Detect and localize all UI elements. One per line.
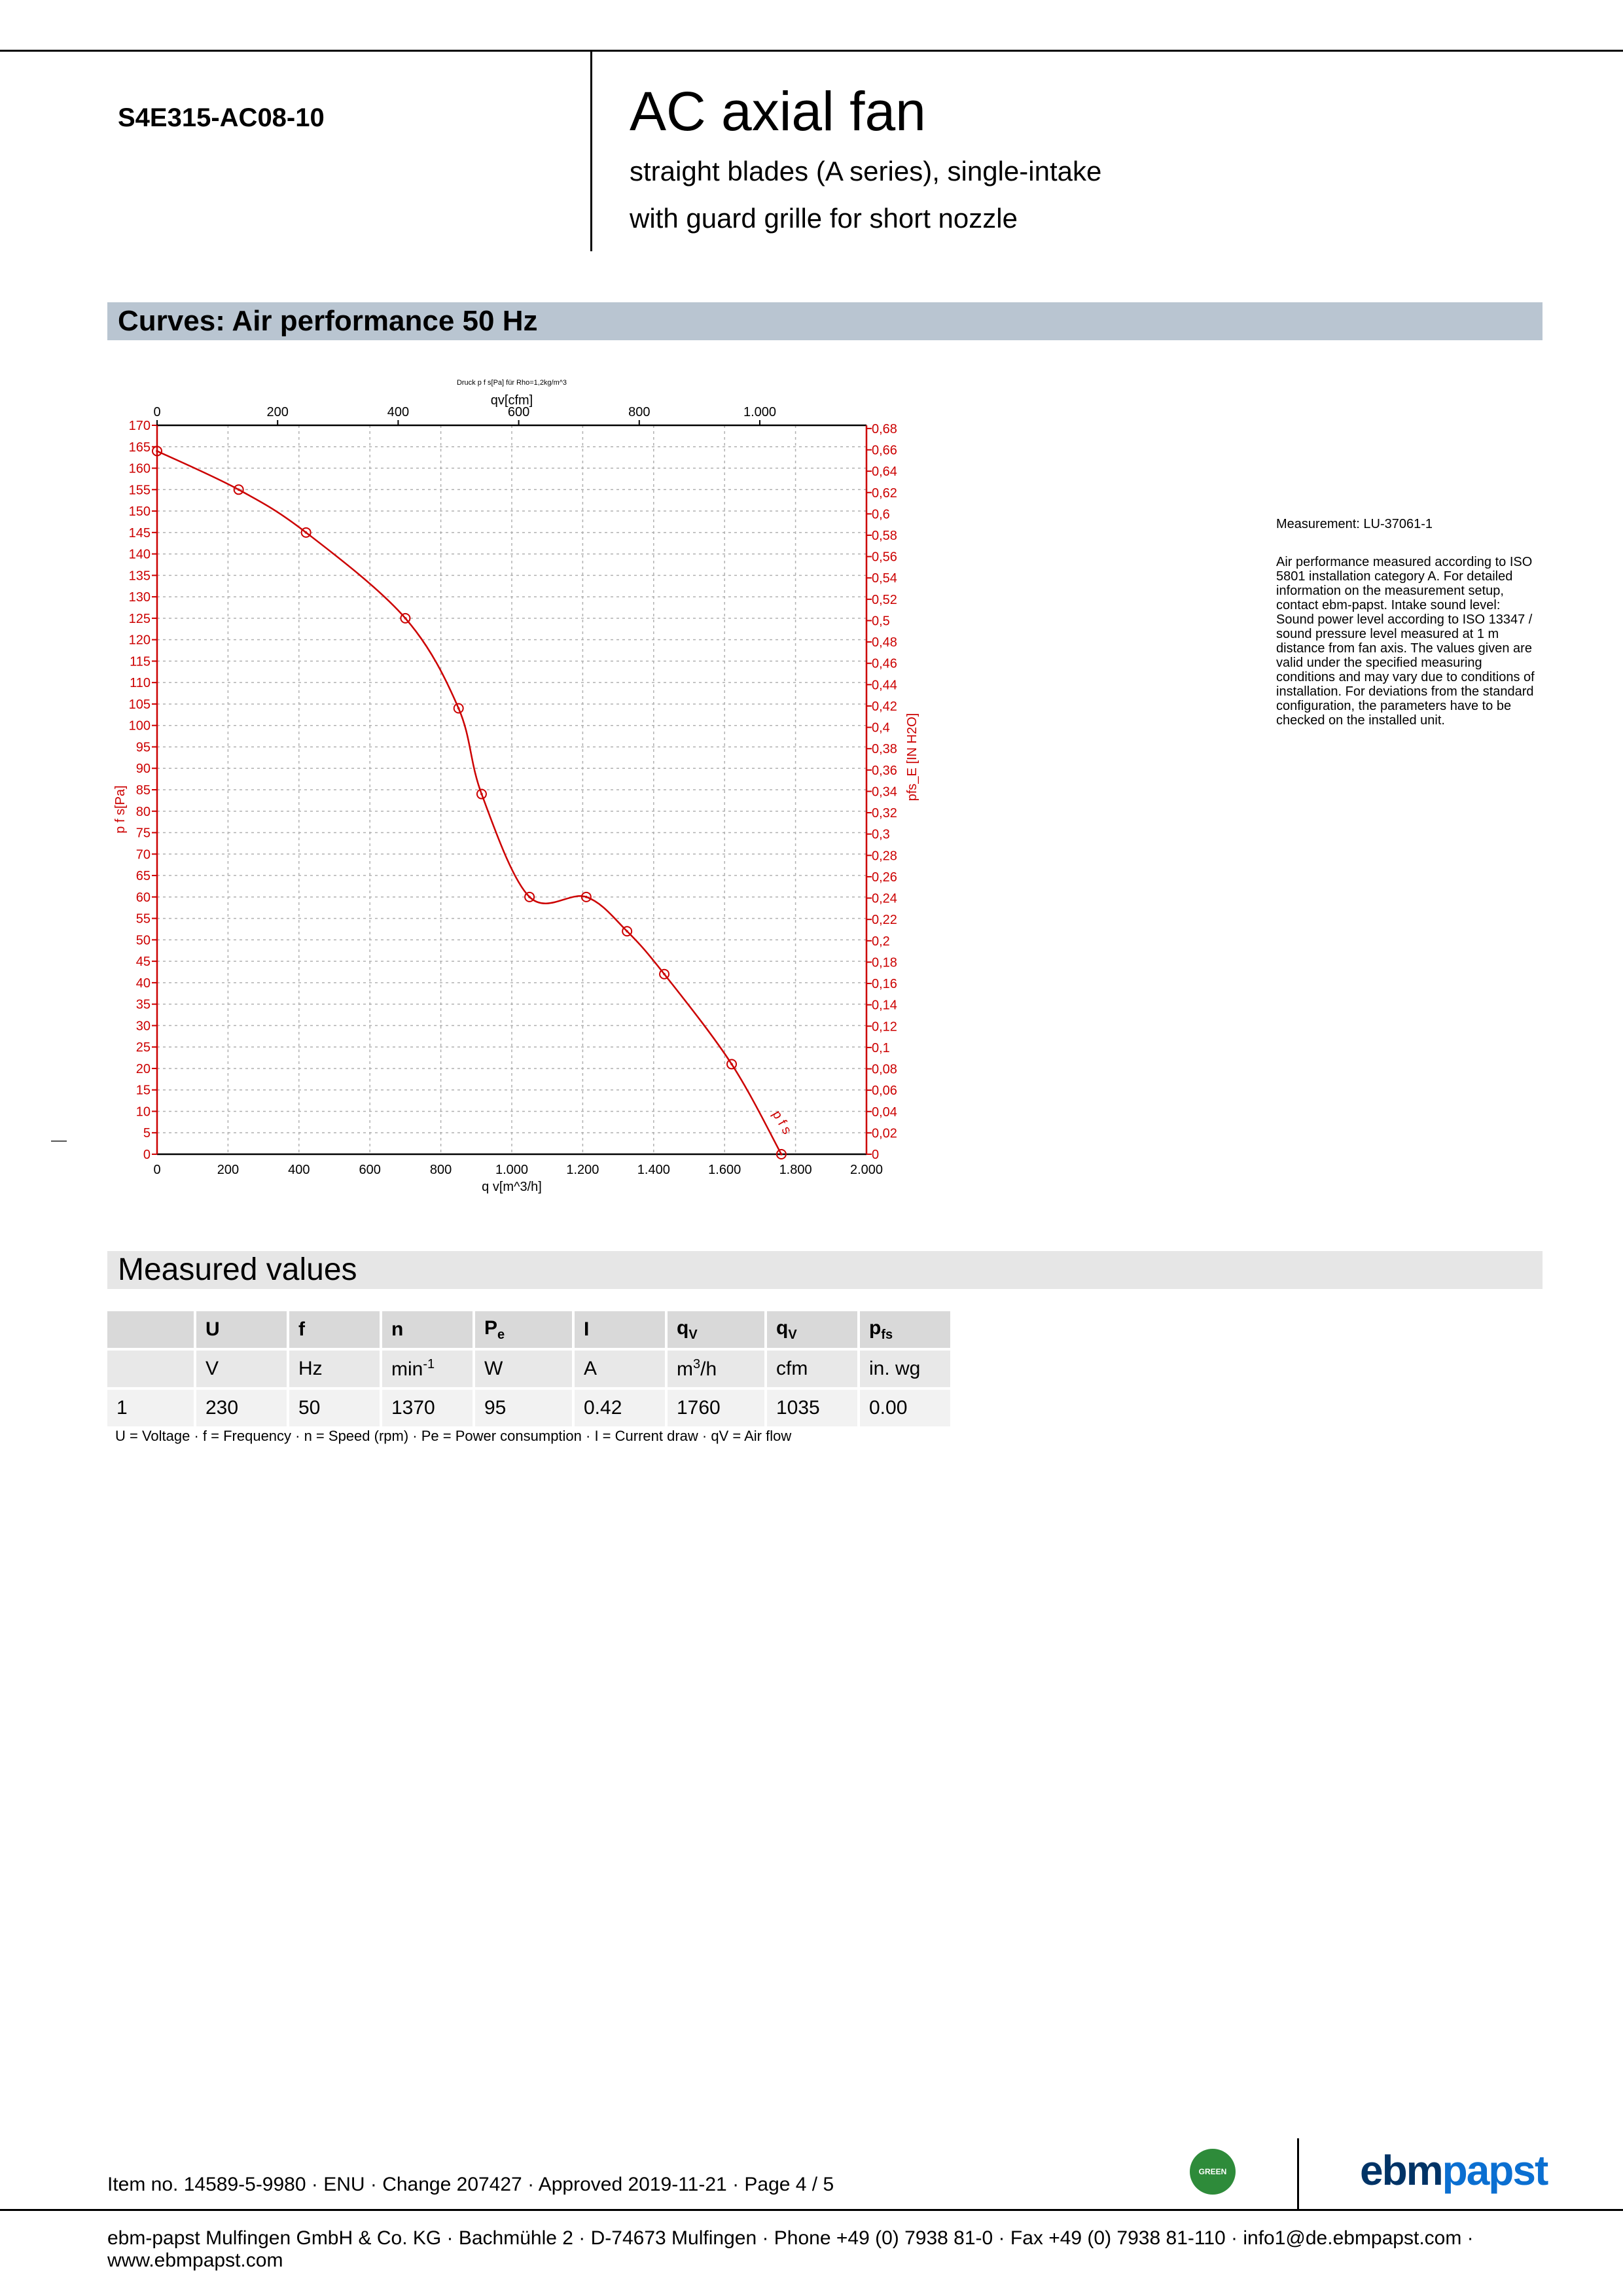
measured-legend: U = Voltage · f = Frequency · n = Speed (rpm) · Pe = Power consumption · I = Current draw · qV = Air flow xyxy=(115,1428,792,1444)
curve-data-point-dot xyxy=(156,450,158,453)
curves-section-title: Curves: Air performance 50 Hz xyxy=(107,302,1543,340)
note-line: installation. For deviations from the standard xyxy=(1276,684,1534,699)
x-axis-label: q v[m^3/h] xyxy=(482,1180,542,1194)
y2-tick-label: 0,3 xyxy=(872,827,890,842)
y-tick-label: 95 xyxy=(135,740,151,755)
x-tick-label: 0 xyxy=(153,1163,161,1177)
table-header-cell xyxy=(107,1311,195,1349)
x2-tick-label: 0 xyxy=(153,405,161,419)
x2-tick-label: 1.000 xyxy=(743,405,777,419)
y2-tick-label: 0,32 xyxy=(872,806,897,821)
note-line: contact ebm-papst. Intake sound level: xyxy=(1276,598,1501,612)
chart-title: Druck p f s[Pa] für Rho=1,2kg/m^3 xyxy=(456,379,567,387)
unit-tail: /h xyxy=(700,1358,717,1380)
model-number: S4E315-AC08-10 xyxy=(118,103,325,132)
y-tick-label: 140 xyxy=(128,547,151,562)
curve-data-point-dot xyxy=(238,488,240,491)
note-line: Sound power level according to ISO 13347 / xyxy=(1276,612,1533,627)
table-header-cell xyxy=(766,1311,859,1349)
curve-data-point xyxy=(302,528,311,537)
curve-data-point-dot xyxy=(730,1063,733,1066)
unit-text: cfm xyxy=(776,1358,808,1379)
note-line: conditions and may vary due to conditions of xyxy=(1276,670,1535,684)
y-tick-label: 160 xyxy=(128,461,151,476)
x2-tick-label: 800 xyxy=(628,405,651,419)
y-tick-label: 40 xyxy=(135,976,151,991)
y-tick-label: 150 xyxy=(128,504,151,520)
y-tick-label: 65 xyxy=(135,869,151,884)
green-tech-badge-icon: GREEN TECH xyxy=(1190,2149,1236,2195)
x-tick-label: 2.000 xyxy=(849,1163,883,1177)
table-cell: 1370 xyxy=(381,1388,474,1428)
y2-tick-label: 0,42 xyxy=(872,699,897,714)
unit-text: m xyxy=(677,1358,693,1380)
unit-text: W xyxy=(484,1358,503,1379)
header-symbol: I xyxy=(584,1318,590,1340)
y-tick-label: 120 xyxy=(128,633,151,648)
table-unit-cell xyxy=(381,1349,474,1388)
y2-tick-label: 0,16 xyxy=(872,977,897,992)
curve-data-point xyxy=(727,1059,736,1069)
table-unit-cell xyxy=(573,1349,666,1388)
header-symbol: q xyxy=(677,1316,689,1339)
table-header-cell xyxy=(288,1311,381,1349)
header-symbol: U xyxy=(205,1318,220,1340)
header-symbol: n xyxy=(391,1318,404,1340)
y2-tick-label: 0,2 xyxy=(872,934,890,949)
table-cell: 0.42 xyxy=(573,1388,666,1428)
measurement-id: Measurement: LU-37061-1 xyxy=(1276,517,1433,531)
y-tick-label: 30 xyxy=(135,1019,151,1034)
y-tick-label: 55 xyxy=(135,911,151,927)
curve-data-point-dot xyxy=(626,930,628,932)
y-tick-label: 0 xyxy=(143,1148,151,1162)
y-tick-label: 135 xyxy=(128,569,151,584)
y2-tick-label: 0,64 xyxy=(872,465,897,480)
unit-text: in. wg xyxy=(869,1358,921,1379)
y-axis-label: p f s[Pa] xyxy=(113,785,128,834)
y2-tick-label: 0,14 xyxy=(872,998,897,1013)
y2-axis-label: pfs_E [IN H2O] xyxy=(905,713,919,802)
y-tick-label: 125 xyxy=(128,611,151,626)
table-header-row xyxy=(107,1311,952,1349)
y2-tick-label: 0,38 xyxy=(872,742,897,757)
header-symbol: q xyxy=(776,1316,789,1339)
header-subscript: V xyxy=(788,1327,797,1342)
y2-tick-label: 0,08 xyxy=(872,1062,897,1077)
y-tick-label: 145 xyxy=(128,525,151,540)
header-subscript: fs xyxy=(881,1327,893,1342)
table-header-cell xyxy=(859,1311,952,1349)
x-tick-label: 1.800 xyxy=(779,1163,812,1177)
x-tick-label: 400 xyxy=(288,1163,310,1177)
y2-tick-label: 0 xyxy=(872,1148,880,1162)
y2-tick-label: 0,56 xyxy=(872,550,897,565)
table-header-cell xyxy=(195,1311,288,1349)
brand-part-2: papst xyxy=(1442,2147,1548,2194)
curve-data-point-dot xyxy=(480,793,483,796)
measured-section-title: Measured values xyxy=(107,1251,1543,1289)
y-tick-label: 70 xyxy=(135,847,151,862)
x-tick-label: 1.200 xyxy=(566,1163,599,1177)
table-cell: 230 xyxy=(195,1388,288,1428)
x-tick-label: 200 xyxy=(217,1163,240,1177)
unit-text: min xyxy=(391,1358,423,1380)
y2-tick-label: 0,02 xyxy=(872,1126,897,1141)
table-units-row xyxy=(107,1349,952,1388)
product-subtitle xyxy=(630,148,1101,242)
curve-data-point xyxy=(454,703,463,713)
curve-data-point-dot xyxy=(457,707,460,710)
table-unit-cell xyxy=(107,1349,195,1388)
table-unit-cell xyxy=(666,1349,766,1388)
y-tick-label: 15 xyxy=(135,1083,151,1098)
table-cell: 1035 xyxy=(766,1388,859,1428)
curve-data-point xyxy=(660,970,669,979)
curve-data-point xyxy=(622,927,632,936)
table-cell: 95 xyxy=(474,1388,573,1428)
header-subscript: e xyxy=(497,1327,505,1342)
note-line: sound pressure level measured at 1 m xyxy=(1276,627,1499,641)
curve-data-point xyxy=(777,1150,786,1159)
note-line: information on the measurement setup, xyxy=(1276,584,1504,598)
header-divider xyxy=(590,51,592,251)
table-unit-cell xyxy=(195,1349,288,1388)
subtitle-line-2: with guard grille for short nozzle xyxy=(630,203,1018,234)
table-header-cell xyxy=(474,1311,573,1349)
y-tick-label: 85 xyxy=(135,783,151,798)
y-tick-label: 60 xyxy=(135,890,151,905)
measured-values-table xyxy=(107,1311,953,1429)
header-top-rule xyxy=(0,50,1623,52)
table-cell: 1760 xyxy=(666,1388,766,1428)
y2-tick-label: 0,48 xyxy=(872,635,897,650)
note-line: Air performance measured according to ISO xyxy=(1276,555,1533,569)
unit-text: V xyxy=(205,1358,219,1379)
y2-tick-label: 0,22 xyxy=(872,913,897,928)
company-address: ebm-papst Mulfingen GmbH & Co. KG · Bachmühle 2 · D-74673 Mulfingen · Phone +49 (0) 7938 81-0 · Fax +49 (0) 7938 81-110 · info1@de.ebmpapst.com · www.ebmpapst.com xyxy=(107,2227,1474,2271)
y2-tick-label: 0,46 xyxy=(872,656,897,671)
curve-data-point xyxy=(477,790,486,799)
y2-tick-label: 0,1 xyxy=(872,1040,890,1055)
curve-data-point-dot xyxy=(585,896,588,898)
y-tick-label: 80 xyxy=(135,804,151,819)
note-line: 5801 installation category A. For detailed xyxy=(1276,569,1513,584)
y2-tick-label: 0,52 xyxy=(872,592,897,607)
y-tick-label: 115 xyxy=(130,654,151,669)
y-tick-label: 105 xyxy=(128,697,151,712)
y2-tick-label: 0,66 xyxy=(872,443,897,458)
y2-tick-label: 0,54 xyxy=(872,571,897,586)
product-title: AC axial fan xyxy=(630,80,926,142)
x2-tick-label: 400 xyxy=(387,405,410,419)
table-cell: 50 xyxy=(288,1388,381,1428)
header-symbol: f xyxy=(298,1318,305,1340)
y2-tick-label: 0,58 xyxy=(872,528,897,543)
note-line: checked on the installed unit. xyxy=(1276,713,1445,728)
table-row xyxy=(107,1388,952,1428)
y-tick-label: 45 xyxy=(135,955,151,970)
header-symbol: P xyxy=(484,1316,498,1339)
table-unit-cell xyxy=(288,1349,381,1388)
table-header-cell xyxy=(573,1311,666,1349)
y2-tick-label: 0,12 xyxy=(872,1019,897,1034)
brand-part-1: ebm xyxy=(1360,2147,1442,2194)
table-cell: 1 xyxy=(107,1388,195,1428)
curve-data-point xyxy=(401,614,410,623)
y2-tick-label: 0,28 xyxy=(872,849,897,864)
y-tick-label: 130 xyxy=(128,590,151,605)
curve-data-point xyxy=(582,892,591,902)
curve-data-point-dot xyxy=(528,896,531,898)
y2-tick-label: 0,4 xyxy=(872,720,890,735)
y2-tick-label: 0,68 xyxy=(872,421,897,436)
y2-tick-label: 0,44 xyxy=(872,678,897,693)
table-unit-cell xyxy=(766,1349,859,1388)
y2-tick-label: 0,06 xyxy=(872,1084,897,1099)
curve-data-point xyxy=(152,446,162,455)
table-cell: 0.00 xyxy=(859,1388,952,1428)
y-tick-label: 110 xyxy=(130,676,151,691)
y-tick-label: 75 xyxy=(135,826,151,841)
x-tick-label: 600 xyxy=(359,1163,381,1177)
unit-superscript: -1 xyxy=(423,1357,435,1371)
unit-superscript: 3 xyxy=(693,1357,701,1371)
y2-tick-label: 0,6 xyxy=(872,507,890,522)
measurement-notes xyxy=(1276,555,1551,728)
y-tick-label: 155 xyxy=(128,483,151,498)
x-tick-label: 800 xyxy=(429,1163,452,1177)
curve-data-point-dot xyxy=(305,531,308,534)
header-subscript: V xyxy=(688,1327,698,1342)
margin-mark xyxy=(51,1140,67,1142)
y-tick-label: 25 xyxy=(135,1040,151,1055)
table-header-cell xyxy=(666,1311,766,1349)
curve-data-point xyxy=(525,892,534,902)
y2-tick-label: 0,04 xyxy=(872,1104,897,1120)
y-tick-label: 10 xyxy=(135,1104,151,1120)
footer-rule xyxy=(0,2209,1623,2211)
y-tick-label: 50 xyxy=(135,933,151,948)
y-tick-label: 90 xyxy=(135,762,151,777)
y-tick-label: 5 xyxy=(143,1126,151,1141)
note-line: valid under the specified measuring xyxy=(1276,656,1482,670)
unit-text: Hz xyxy=(298,1358,323,1379)
performance-curve xyxy=(157,451,781,1154)
subtitle-line-1: straight blades (A series), single-intake xyxy=(630,156,1102,186)
y-tick-label: 170 xyxy=(128,419,151,433)
y-tick-label: 20 xyxy=(135,1061,151,1076)
x-tick-label: 1.000 xyxy=(495,1163,529,1177)
y2-tick-label: 0,24 xyxy=(872,891,897,906)
curve-data-point-dot xyxy=(663,973,666,976)
brand-logo xyxy=(1360,2146,1547,2195)
unit-text: A xyxy=(584,1358,597,1379)
note-line: distance from fan axis. The values given are xyxy=(1276,641,1532,656)
curve-data-point-dot xyxy=(404,617,407,620)
y2-tick-label: 0,34 xyxy=(872,785,897,800)
x2-tick-label: 600 xyxy=(507,405,530,419)
table-header-cell xyxy=(381,1311,474,1349)
y2-tick-label: 0,36 xyxy=(872,763,897,778)
y2-tick-label: 0,5 xyxy=(872,614,890,629)
curve-data-point-dot xyxy=(780,1153,783,1156)
x-tick-label: 1.400 xyxy=(637,1163,670,1177)
x-tick-label: 1.600 xyxy=(708,1163,741,1177)
table-unit-cell xyxy=(474,1349,573,1388)
y2-tick-label: 0,26 xyxy=(872,870,897,885)
x2-axis-label: qv[cfm] xyxy=(490,393,533,408)
y-tick-label: 35 xyxy=(135,997,151,1012)
y2-tick-label: 0,18 xyxy=(872,955,897,970)
y-tick-label: 165 xyxy=(128,440,151,455)
x2-tick-label: 200 xyxy=(266,405,289,419)
curve-label: p f s xyxy=(769,1108,794,1137)
curve-data-point xyxy=(234,485,243,494)
y-tick-label: 100 xyxy=(128,718,151,733)
item-info: Item no. 14589-5-9980 · ENU · Change 207427 · Approved 2019-11-21 · Page 4 / 5 xyxy=(107,2174,834,2195)
table-unit-cell xyxy=(859,1349,952,1388)
header-symbol: p xyxy=(869,1316,882,1339)
footer-divider xyxy=(1297,2138,1299,2210)
note-line: configuration, the parameters have to be xyxy=(1276,699,1512,713)
y2-tick-label: 0,62 xyxy=(872,486,897,501)
